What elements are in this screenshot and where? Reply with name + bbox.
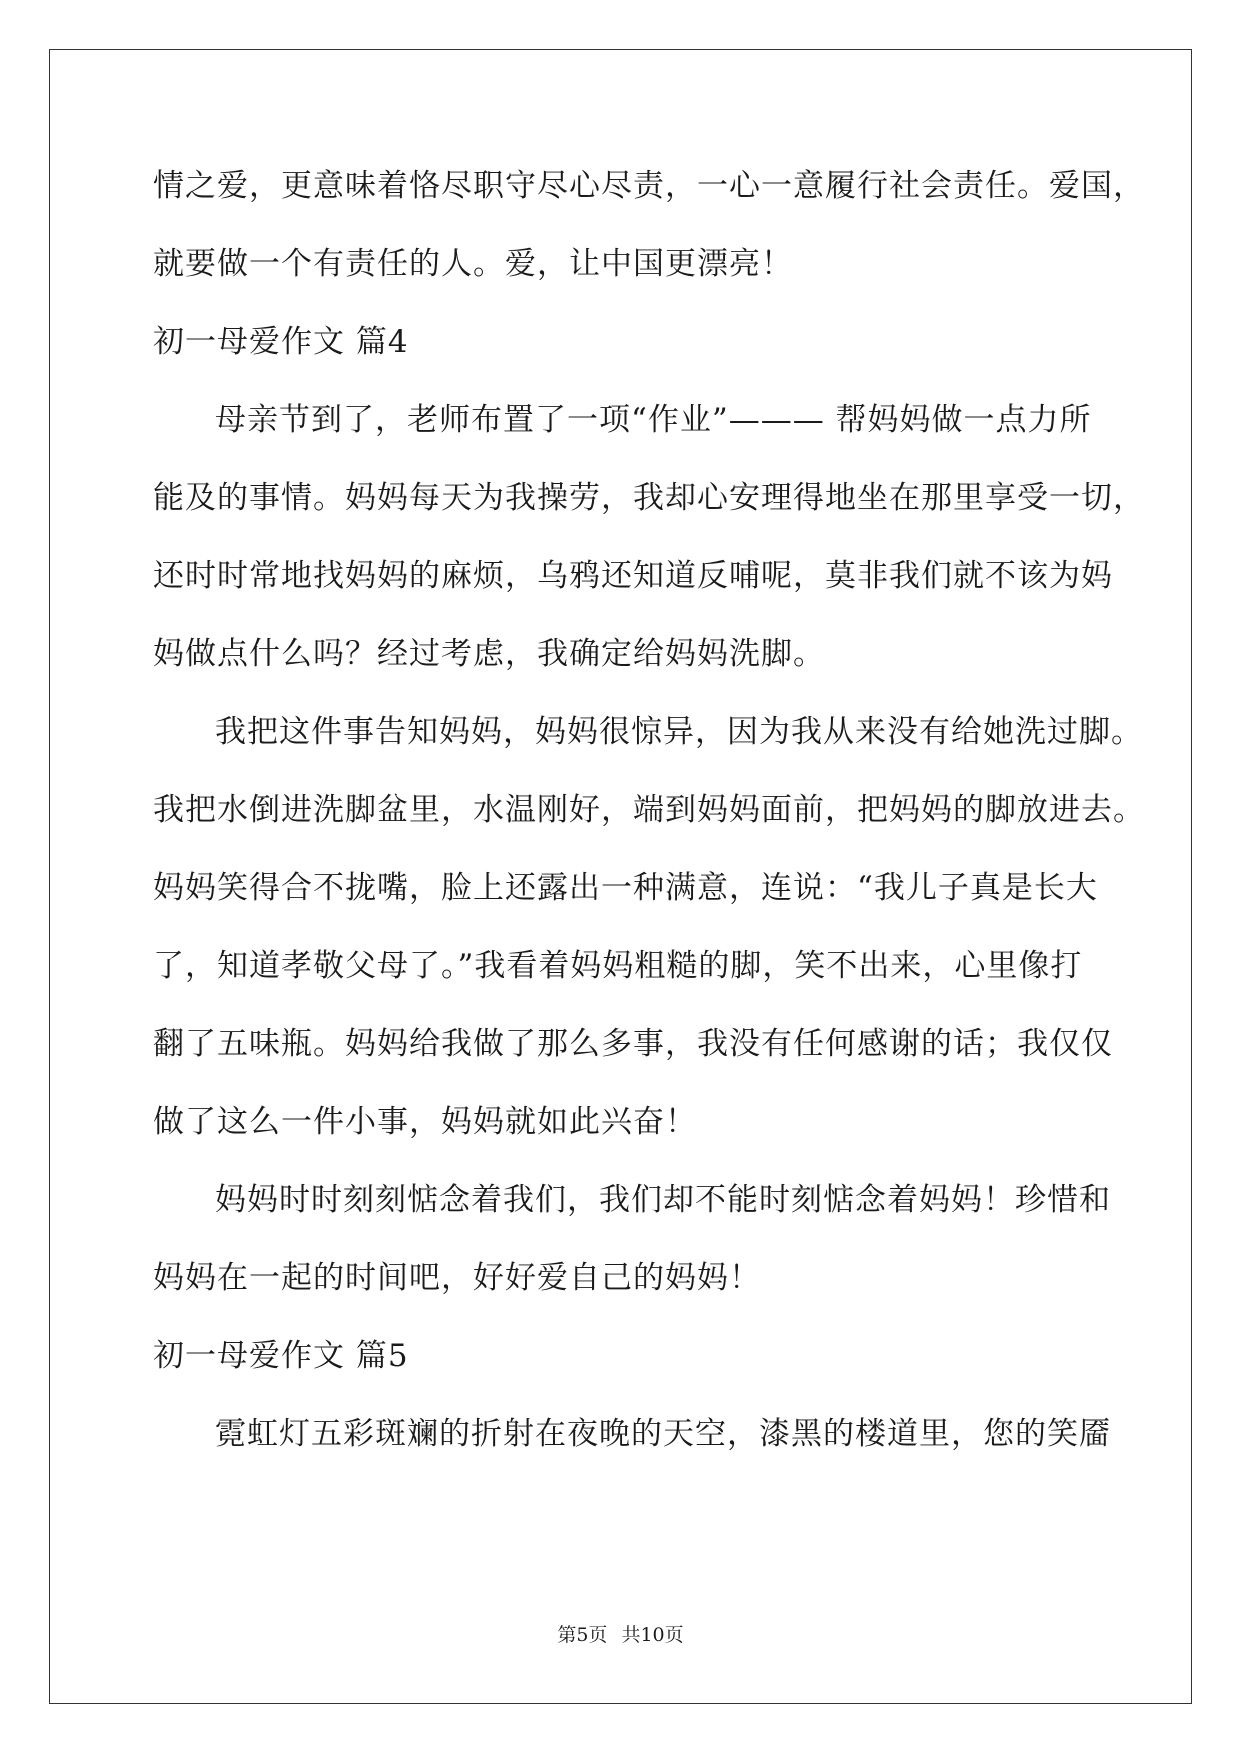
text-line: 就要做一个有责任的人。爱，让中国更漂亮！ xyxy=(153,246,793,282)
text-line: 翻了五味瓶。妈妈给我做了那么多事，我没有任何感谢的话；我仅仅 xyxy=(153,1026,1113,1062)
section-heading: 初一母爱作文 篇4 xyxy=(153,324,409,360)
page-footer xyxy=(0,1620,1241,1647)
text-line: 妈妈在一起的时间吧，好好爱自己的妈妈！ xyxy=(153,1260,761,1296)
text-line: 妈妈笑得合不拢嘴，脸上还露出一种满意，连说：“我儿子真是长大 xyxy=(153,870,1098,906)
page-number-current: 第5页 xyxy=(557,1624,608,1646)
text-line: 还时时常地找妈妈的麻烦，乌鸦还知道反哺呢，莫非我们就不该为妈 xyxy=(153,558,1113,594)
text-line: 了，知道孝敬父母了。”我看着妈妈粗糙的脚，笑不出来，心里像打 xyxy=(153,948,1083,984)
text-line: 做了这么一件小事，妈妈就如此兴奋！ xyxy=(153,1104,697,1140)
text-line: 我把这件事告知妈妈，妈妈很惊异，因为我从来没有给她洗过脚。 xyxy=(215,714,1143,750)
text-line: 能及的事情。妈妈每天为我操劳，我却心安理得地坐在那里享受一切， xyxy=(153,480,1145,516)
text-line: 妈妈时时刻刻惦念着我们，我们却不能时刻惦念着妈妈！珍惜和 xyxy=(215,1182,1111,1218)
text-line: 妈做点什么吗？经过考虑，我确定给妈妈洗脚。 xyxy=(153,636,825,672)
text-line: 情之爱，更意味着恪尽职守尽心尽责，一心一意履行社会责任。爱国， xyxy=(153,168,1145,204)
document-body xyxy=(153,147,1145,1473)
text-line: 母亲节到了，老师布置了一项“作业”——— 帮妈妈做一点力所 xyxy=(215,402,1092,438)
section-heading: 初一母爱作文 篇5 xyxy=(153,1338,409,1374)
text-line: 霓虹灯五彩斑斓的折射在夜晚的天空，漆黑的楼道里，您的笑靥 xyxy=(215,1416,1111,1452)
page-number-total: 共10页 xyxy=(621,1624,684,1646)
text-line: 我把水倒进洗脚盆里，水温刚好，端到妈妈面前，把妈妈的脚放进去。 xyxy=(153,792,1145,828)
